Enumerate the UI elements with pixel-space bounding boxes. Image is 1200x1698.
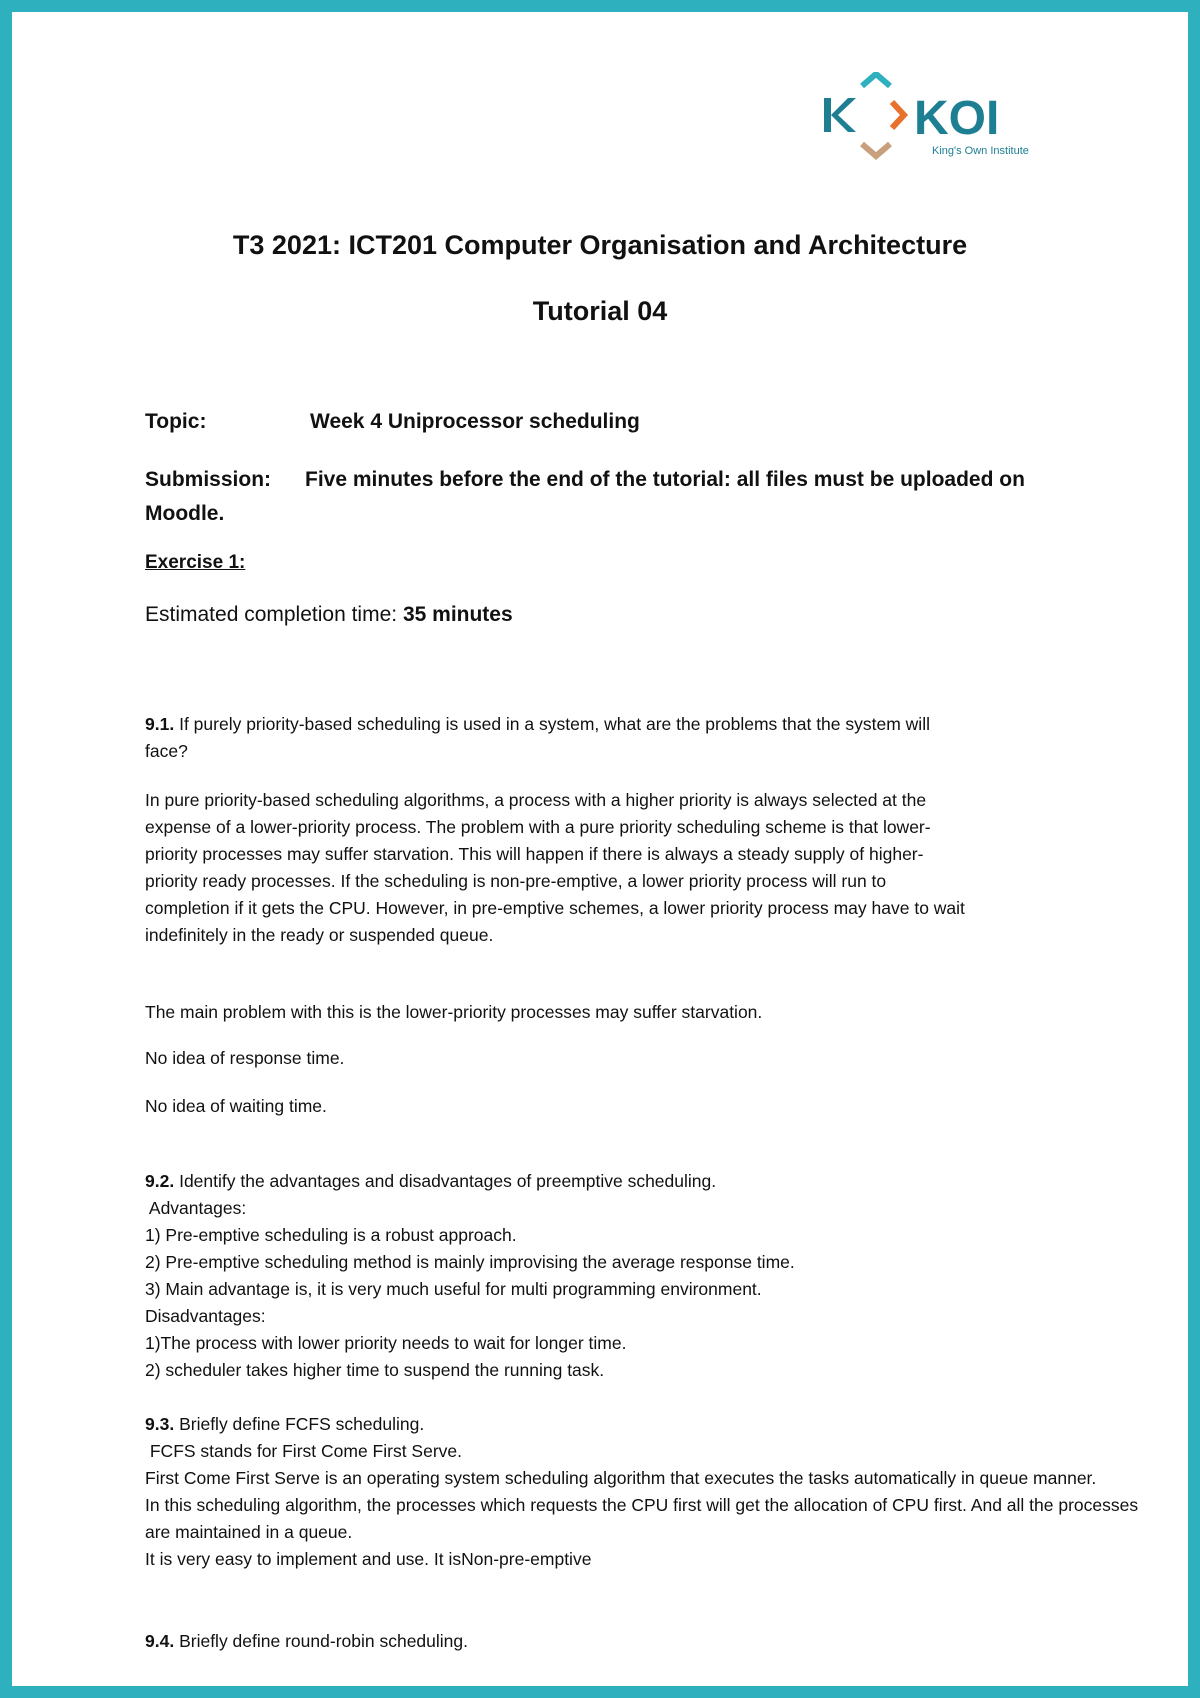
estimate-value: 35 minutes (402, 603, 513, 626)
question-number: 9.4. (145, 1631, 175, 1651)
topic-line (145, 410, 640, 434)
question-text: Briefly define round-robin scheduling. (179, 1631, 468, 1651)
logo-tagline: King's Own Institute (932, 145, 1029, 157)
question-text: If purely priority-based scheduling is used in a system, what are the problems that the system will face? (145, 714, 930, 761)
submission-value: Five minutes before the end of the tutorial: all files must be uploaded on Moodle. (145, 468, 1025, 525)
question-number: 9.3. (145, 1414, 175, 1434)
exercise-heading: Exercise 1: (145, 552, 246, 573)
logo-chevron-right (892, 102, 904, 128)
topic-label: Topic: (145, 410, 207, 433)
document-subtitle: Tutorial 04 (532, 296, 668, 326)
answer-9-1-waiting: No idea of waiting time. (145, 1096, 327, 1116)
logo-k-letter (824, 98, 856, 132)
list-item: 2) Pre-emptive scheduling method is mainly improvising the average response time. (145, 1252, 795, 1272)
topic-value: Week 4 Uniprocessor scheduling (310, 410, 640, 433)
question-number: 9.2. (145, 1171, 175, 1191)
list-item: 1)The process with lower priority needs to wait for longer time. (145, 1333, 627, 1353)
question-9-2 (145, 1168, 1145, 1384)
list-item: 1) Pre-emptive scheduling is a robust approach. (145, 1225, 517, 1245)
question-9-4 (145, 1628, 1145, 1655)
list-item: 3) Main advantage is, it is very much useful for multi programming environment. (145, 1279, 762, 1299)
list-item: Advantages: (145, 1198, 247, 1218)
logo-chevron-up (862, 74, 890, 86)
koi-logo (822, 72, 1052, 162)
answer-9-1-response: No idea of response time. (145, 1048, 345, 1068)
estimate-line (145, 603, 513, 627)
logo-text: KOI (914, 92, 1000, 145)
question-line (145, 1411, 1145, 1438)
submission-label: Submission: (145, 468, 272, 491)
question-text: Briefly define FCFS scheduling. (179, 1414, 425, 1434)
submission-line (145, 463, 1045, 531)
list-item: 2) scheduler takes higher time to suspend the running task. (145, 1360, 605, 1380)
list-item: In this scheduling algorithm, the processes which requests the CPU first will get the allocation of CPU first. And all the processes are maintained in a queue. (145, 1495, 1139, 1542)
question-line (145, 1168, 1145, 1195)
question-9-1 (145, 711, 975, 765)
question-text: Identify the advantages and disadvantages of preemptive scheduling. (179, 1171, 717, 1191)
logo-chevron-down (862, 144, 890, 156)
list-item: It is very easy to implement and use. It isNon-pre-emptive (145, 1549, 592, 1569)
list-item: FCFS stands for First Come First Serve. (145, 1441, 462, 1461)
question-number: 9.1. (145, 714, 175, 734)
question-9-3 (145, 1411, 1145, 1573)
answer-9-1-main: The main problem with this is the lower-priority processes may suffer starvation. (145, 1002, 763, 1022)
answer-9-1-paragraph: In pure priority-based scheduling algorithms, a process with a higher priority is always selected at the expense of a lower-priority process. The problem with a pure priority scheduling scheme is that lower-priority processes may suffer starvation. This will happen if there is always a steady supply of higher-priority ready processes. If the scheduling is non-pre-emptive, a lower priority process will run to completion if it gets the CPU. However, in pre-emptive schemes, a lower priority process may have to wait indefinitely in the ready or suspended queue. (145, 790, 965, 945)
estimate-label: Estimated completion time: (145, 603, 398, 626)
list-item: Disadvantages: (145, 1306, 266, 1326)
document-title: T3 2021: ICT201 Computer Organisation and Architecture (232, 230, 968, 260)
list-item: First Come First Serve is an operating system scheduling algorithm that executes the tasks automatically in queue manner. (145, 1468, 1097, 1488)
